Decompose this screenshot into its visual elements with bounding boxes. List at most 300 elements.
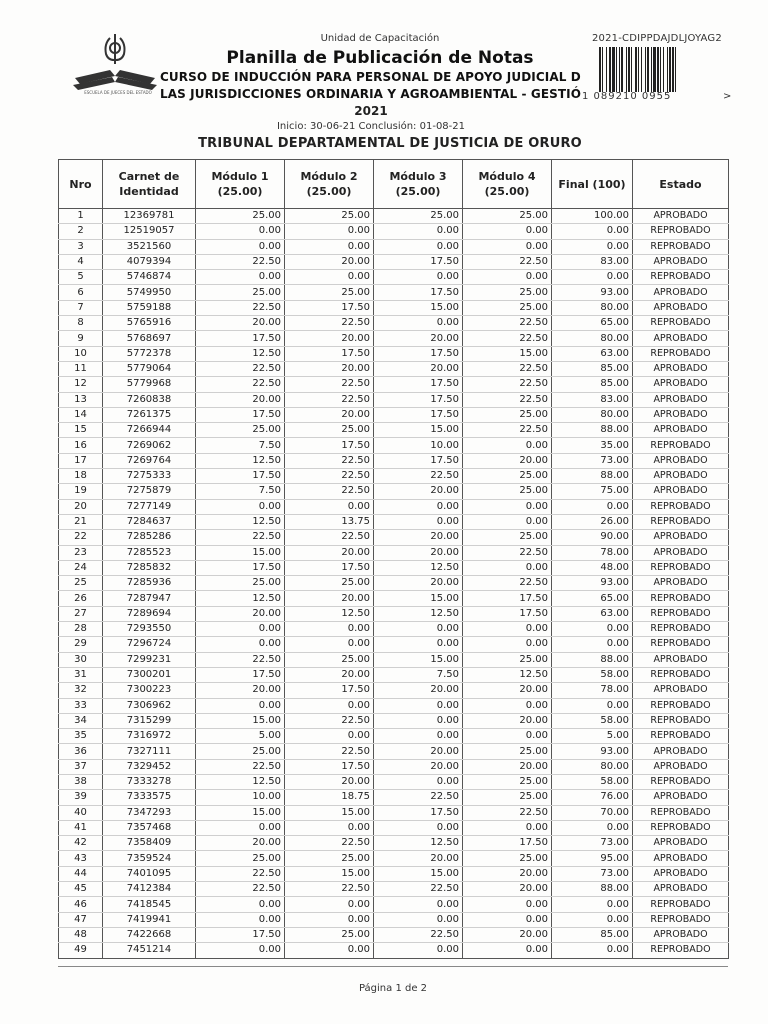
row-estado: APROBADO — [633, 331, 729, 346]
row-modulo-1: 20.00 — [196, 683, 285, 698]
row-estado: REPROBADO — [633, 591, 729, 606]
row-final: 65.00 — [552, 591, 633, 606]
row-nro: 16 — [59, 438, 103, 453]
row-modulo-1: 20.00 — [196, 836, 285, 851]
row-modulo-4: 17.50 — [463, 606, 552, 621]
row-carnet: 7285936 — [103, 576, 196, 591]
row-carnet: 7347293 — [103, 805, 196, 820]
row-modulo-2: 22.50 — [285, 530, 374, 545]
row-modulo-3: 17.50 — [374, 392, 463, 407]
row-modulo-3: 0.00 — [374, 897, 463, 912]
row-estado: REPROBADO — [633, 805, 729, 820]
row-modulo-4: 22.50 — [463, 423, 552, 438]
row-modulo-4: 0.00 — [463, 943, 552, 958]
row-modulo-2: 20.00 — [285, 361, 374, 376]
row-final: 65.00 — [552, 316, 633, 331]
row-modulo-4: 0.00 — [463, 729, 552, 744]
row-nro: 47 — [59, 912, 103, 927]
row-modulo-2: 13.75 — [285, 514, 374, 529]
row-carnet: 12369781 — [103, 209, 196, 224]
row-final: 0.00 — [552, 622, 633, 637]
row-modulo-2: 20.00 — [285, 331, 374, 346]
row-carnet: 7293550 — [103, 622, 196, 637]
row-modulo-2: 22.50 — [285, 882, 374, 897]
row-carnet: 7289694 — [103, 606, 196, 621]
table-row — [59, 560, 729, 575]
row-estado: APROBADO — [633, 254, 729, 269]
row-carnet: 7275879 — [103, 484, 196, 499]
row-modulo-2: 20.00 — [285, 254, 374, 269]
row-modulo-1: 17.50 — [196, 407, 285, 422]
table-row — [59, 943, 729, 958]
row-carnet: 12519057 — [103, 224, 196, 239]
row-estado: APROBADO — [633, 392, 729, 407]
row-modulo-2: 20.00 — [285, 591, 374, 606]
row-final: 73.00 — [552, 453, 633, 468]
row-modulo-3: 20.00 — [374, 484, 463, 499]
row-modulo-3: 0.00 — [374, 698, 463, 713]
row-carnet: 7285832 — [103, 560, 196, 575]
table-row — [59, 912, 729, 927]
table-row — [59, 285, 729, 300]
row-modulo-2: 22.50 — [285, 453, 374, 468]
row-estado: APROBADO — [633, 927, 729, 942]
row-final: 90.00 — [552, 530, 633, 545]
row-estado: APROBADO — [633, 759, 729, 774]
row-estado: APROBADO — [633, 407, 729, 422]
row-estado: APROBADO — [633, 285, 729, 300]
row-modulo-3: 0.00 — [374, 514, 463, 529]
row-modulo-3: 0.00 — [374, 622, 463, 637]
row-nro: 28 — [59, 622, 103, 637]
table-row — [59, 637, 729, 652]
row-final: 58.00 — [552, 667, 633, 682]
row-nro: 12 — [59, 377, 103, 392]
row-final: 48.00 — [552, 560, 633, 575]
row-final: 70.00 — [552, 805, 633, 820]
row-nro: 10 — [59, 346, 103, 361]
row-carnet: 7287947 — [103, 591, 196, 606]
row-nro: 39 — [59, 790, 103, 805]
row-final: 0.00 — [552, 224, 633, 239]
row-nro: 24 — [59, 560, 103, 575]
row-modulo-1: 0.00 — [196, 698, 285, 713]
row-modulo-4: 0.00 — [463, 499, 552, 514]
row-modulo-1: 17.50 — [196, 927, 285, 942]
row-modulo-1: 25.00 — [196, 285, 285, 300]
row-final: 88.00 — [552, 652, 633, 667]
row-modulo-3: 25.00 — [374, 209, 463, 224]
row-modulo-4: 12.50 — [463, 667, 552, 682]
row-final: 93.00 — [552, 285, 633, 300]
row-modulo-4: 20.00 — [463, 866, 552, 881]
table-row — [59, 484, 729, 499]
row-estado: APROBADO — [633, 683, 729, 698]
row-modulo-3: 17.50 — [374, 254, 463, 269]
row-nro: 42 — [59, 836, 103, 851]
row-modulo-2: 0.00 — [285, 637, 374, 652]
row-estado: APROBADO — [633, 530, 729, 545]
row-carnet: 7315299 — [103, 713, 196, 728]
row-modulo-2: 22.50 — [285, 484, 374, 499]
row-carnet: 7269062 — [103, 438, 196, 453]
row-modulo-4: 20.00 — [463, 882, 552, 897]
row-modulo-1: 15.00 — [196, 545, 285, 560]
row-modulo-4: 15.00 — [463, 346, 552, 361]
row-modulo-1: 7.50 — [196, 438, 285, 453]
row-carnet: 3521560 — [103, 239, 196, 254]
row-nro: 40 — [59, 805, 103, 820]
row-modulo-1: 22.50 — [196, 254, 285, 269]
row-nro: 35 — [59, 729, 103, 744]
row-carnet: 5768697 — [103, 331, 196, 346]
row-modulo-2: 0.00 — [285, 897, 374, 912]
row-modulo-4: 25.00 — [463, 407, 552, 422]
row-carnet: 7422668 — [103, 927, 196, 942]
row-modulo-2: 17.50 — [285, 759, 374, 774]
row-estado: APROBADO — [633, 866, 729, 881]
row-carnet: 7418545 — [103, 897, 196, 912]
row-modulo-1: 0.00 — [196, 622, 285, 637]
row-estado: REPROBADO — [633, 499, 729, 514]
row-modulo-1: 15.00 — [196, 805, 285, 820]
row-modulo-1: 15.00 — [196, 713, 285, 728]
row-estado: APROBADO — [633, 576, 729, 591]
row-modulo-4: 25.00 — [463, 744, 552, 759]
row-modulo-3: 12.50 — [374, 836, 463, 851]
row-final: 75.00 — [552, 484, 633, 499]
row-nro: 2 — [59, 224, 103, 239]
row-nro: 22 — [59, 530, 103, 545]
row-carnet: 5765916 — [103, 316, 196, 331]
row-modulo-1: 20.00 — [196, 392, 285, 407]
col-carnet: Carnet de Identidad — [103, 160, 196, 209]
row-final: 83.00 — [552, 392, 633, 407]
row-nro: 46 — [59, 897, 103, 912]
row-modulo-2: 20.00 — [285, 774, 374, 789]
table-row — [59, 438, 729, 453]
row-modulo-2: 15.00 — [285, 805, 374, 820]
row-modulo-1: 25.00 — [196, 744, 285, 759]
row-modulo-2: 0.00 — [285, 239, 374, 254]
row-nro: 23 — [59, 545, 103, 560]
row-final: 78.00 — [552, 545, 633, 560]
row-nro: 15 — [59, 423, 103, 438]
row-nro: 37 — [59, 759, 103, 774]
row-final: 63.00 — [552, 606, 633, 621]
row-modulo-4: 22.50 — [463, 805, 552, 820]
row-modulo-3: 17.50 — [374, 407, 463, 422]
row-estado: APROBADO — [633, 209, 729, 224]
row-nro: 19 — [59, 484, 103, 499]
row-nro: 18 — [59, 469, 103, 484]
row-carnet: 5746874 — [103, 270, 196, 285]
row-modulo-4: 0.00 — [463, 897, 552, 912]
row-modulo-1: 0.00 — [196, 224, 285, 239]
row-modulo-4: 22.50 — [463, 377, 552, 392]
row-modulo-2: 0.00 — [285, 224, 374, 239]
row-modulo-1: 0.00 — [196, 637, 285, 652]
row-modulo-1: 25.00 — [196, 851, 285, 866]
row-carnet: 7266944 — [103, 423, 196, 438]
table-row — [59, 927, 729, 942]
row-carnet: 7327111 — [103, 744, 196, 759]
row-carnet: 7359524 — [103, 851, 196, 866]
row-modulo-1: 22.50 — [196, 759, 285, 774]
table-row — [59, 897, 729, 912]
row-nro: 25 — [59, 576, 103, 591]
row-carnet: 7277149 — [103, 499, 196, 514]
col-estado: Estado — [633, 160, 729, 209]
row-nro: 27 — [59, 606, 103, 621]
row-estado: REPROBADO — [633, 713, 729, 728]
row-modulo-4: 22.50 — [463, 361, 552, 376]
row-modulo-4: 25.00 — [463, 790, 552, 805]
row-final: 83.00 — [552, 254, 633, 269]
row-modulo-3: 15.00 — [374, 300, 463, 315]
row-modulo-2: 22.50 — [285, 316, 374, 331]
row-final: 80.00 — [552, 759, 633, 774]
tribunal-name: TRIBUNAL DEPARTAMENTAL DE JUSTICIA DE ORURO — [198, 136, 582, 151]
row-estado: APROBADO — [633, 851, 729, 866]
row-modulo-2: 17.50 — [285, 300, 374, 315]
row-nro: 17 — [59, 453, 103, 468]
row-final: 0.00 — [552, 637, 633, 652]
row-nro: 36 — [59, 744, 103, 759]
row-estado: REPROBADO — [633, 622, 729, 637]
barcode — [597, 47, 717, 92]
row-final: 35.00 — [552, 438, 633, 453]
row-carnet: 7300223 — [103, 683, 196, 698]
row-modulo-4: 0.00 — [463, 514, 552, 529]
row-nro: 41 — [59, 820, 103, 835]
row-modulo-4: 22.50 — [463, 254, 552, 269]
row-estado: REPROBADO — [633, 560, 729, 575]
row-estado: APROBADO — [633, 300, 729, 315]
row-estado: APROBADO — [633, 469, 729, 484]
col-modulo-4: Módulo 4 (25.00) — [463, 160, 552, 209]
row-carnet: 7260838 — [103, 392, 196, 407]
row-carnet: 7451214 — [103, 943, 196, 958]
row-modulo-1: 0.00 — [196, 499, 285, 514]
row-estado: REPROBADO — [633, 912, 729, 927]
row-final: 95.00 — [552, 851, 633, 866]
row-carnet: 7329452 — [103, 759, 196, 774]
table-header-row — [59, 160, 729, 209]
table-row — [59, 254, 729, 269]
row-modulo-1: 17.50 — [196, 469, 285, 484]
table-row — [59, 805, 729, 820]
row-final: 85.00 — [552, 361, 633, 376]
row-nro: 48 — [59, 927, 103, 942]
row-modulo-4: 25.00 — [463, 530, 552, 545]
row-final: 78.00 — [552, 683, 633, 698]
row-modulo-4: 20.00 — [463, 453, 552, 468]
row-modulo-3: 17.50 — [374, 346, 463, 361]
row-modulo-1: 20.00 — [196, 316, 285, 331]
row-modulo-3: 20.00 — [374, 576, 463, 591]
row-modulo-2: 22.50 — [285, 836, 374, 851]
row-modulo-4: 0.00 — [463, 698, 552, 713]
table-row — [59, 606, 729, 621]
row-carnet: 7261375 — [103, 407, 196, 422]
row-modulo-4: 0.00 — [463, 438, 552, 453]
row-carnet: 5779064 — [103, 361, 196, 376]
table-row — [59, 545, 729, 560]
row-final: 73.00 — [552, 836, 633, 851]
page-title: Planilla de Publicación de Notas — [226, 48, 534, 68]
row-modulo-3: 15.00 — [374, 591, 463, 606]
course-year: 2021 — [354, 104, 388, 118]
row-modulo-4: 0.00 — [463, 637, 552, 652]
course-dates: Inicio: 30-06-21 Conclusión: 01-08-21 — [276, 121, 465, 132]
row-modulo-2: 25.00 — [285, 652, 374, 667]
row-modulo-2: 22.50 — [285, 744, 374, 759]
row-modulo-1: 12.50 — [196, 346, 285, 361]
row-final: 80.00 — [552, 331, 633, 346]
table-row — [59, 514, 729, 529]
row-nro: 33 — [59, 698, 103, 713]
table-row — [59, 820, 729, 835]
row-final: 80.00 — [552, 407, 633, 422]
row-modulo-2: 0.00 — [285, 698, 374, 713]
row-modulo-3: 0.00 — [374, 224, 463, 239]
row-final: 58.00 — [552, 713, 633, 728]
row-final: 63.00 — [552, 346, 633, 361]
row-final: 85.00 — [552, 927, 633, 942]
row-modulo-3: 0.00 — [374, 713, 463, 728]
row-final: 88.00 — [552, 882, 633, 897]
row-carnet: 7419941 — [103, 912, 196, 927]
row-estado: REPROBADO — [633, 897, 729, 912]
row-nro: 34 — [59, 713, 103, 728]
row-estado: APROBADO — [633, 377, 729, 392]
row-final: 0.00 — [552, 270, 633, 285]
course-line-2: LAS JURISDICCIONES ORDINARIA Y AGROAMBIENTAL - GESTIÓ — [160, 87, 582, 101]
row-modulo-2: 0.00 — [285, 499, 374, 514]
row-modulo-2: 22.50 — [285, 392, 374, 407]
row-final: 0.00 — [552, 820, 633, 835]
row-modulo-3: 0.00 — [374, 637, 463, 652]
table-row — [59, 407, 729, 422]
row-modulo-1: 25.00 — [196, 576, 285, 591]
table-row — [59, 239, 729, 254]
row-nro: 43 — [59, 851, 103, 866]
row-modulo-1: 7.50 — [196, 484, 285, 499]
table-row — [59, 698, 729, 713]
row-modulo-2: 25.00 — [285, 285, 374, 300]
row-modulo-4: 25.00 — [463, 652, 552, 667]
table-row — [59, 866, 729, 881]
row-carnet: 7275333 — [103, 469, 196, 484]
row-estado: REPROBADO — [633, 943, 729, 958]
col-nro: Nro — [59, 160, 103, 209]
row-final: 88.00 — [552, 469, 633, 484]
row-nro: 13 — [59, 392, 103, 407]
row-carnet: 7357468 — [103, 820, 196, 835]
table-row — [59, 316, 729, 331]
row-modulo-3: 17.50 — [374, 377, 463, 392]
row-carnet: 5759188 — [103, 300, 196, 315]
row-nro: 29 — [59, 637, 103, 652]
row-modulo-1: 22.50 — [196, 882, 285, 897]
row-modulo-3: 0.00 — [374, 499, 463, 514]
row-modulo-2: 17.50 — [285, 683, 374, 698]
row-carnet: 5779968 — [103, 377, 196, 392]
row-modulo-4: 0.00 — [463, 270, 552, 285]
row-final: 0.00 — [552, 943, 633, 958]
row-nro: 6 — [59, 285, 103, 300]
row-carnet: 4079394 — [103, 254, 196, 269]
row-nro: 8 — [59, 316, 103, 331]
row-modulo-1: 0.00 — [196, 943, 285, 958]
row-modulo-1: 22.50 — [196, 866, 285, 881]
row-modulo-4: 25.00 — [463, 209, 552, 224]
row-carnet: 7333278 — [103, 774, 196, 789]
row-estado: REPROBADO — [633, 346, 729, 361]
row-modulo-4: 25.00 — [463, 300, 552, 315]
row-modulo-2: 15.00 — [285, 866, 374, 881]
row-modulo-3: 20.00 — [374, 683, 463, 698]
row-modulo-1: 17.50 — [196, 331, 285, 346]
table-row — [59, 622, 729, 637]
row-estado: REPROBADO — [633, 820, 729, 835]
table-row — [59, 713, 729, 728]
row-modulo-1: 10.00 — [196, 790, 285, 805]
row-modulo-3: 20.00 — [374, 530, 463, 545]
row-modulo-3: 0.00 — [374, 270, 463, 285]
row-carnet: 5749950 — [103, 285, 196, 300]
table-row — [59, 224, 729, 239]
row-final: 0.00 — [552, 912, 633, 927]
table-row — [59, 392, 729, 407]
row-modulo-2: 20.00 — [285, 545, 374, 560]
row-modulo-4: 0.00 — [463, 820, 552, 835]
table-row — [59, 423, 729, 438]
barcode-arrow: > — [723, 91, 732, 102]
row-modulo-3: 0.00 — [374, 316, 463, 331]
table-row — [59, 576, 729, 591]
row-modulo-1: 22.50 — [196, 361, 285, 376]
row-modulo-3: 0.00 — [374, 943, 463, 958]
row-modulo-3: 20.00 — [374, 851, 463, 866]
row-estado: APROBADO — [633, 790, 729, 805]
row-estado: REPROBADO — [633, 316, 729, 331]
row-nro: 31 — [59, 667, 103, 682]
row-modulo-1: 0.00 — [196, 897, 285, 912]
row-modulo-3: 17.50 — [374, 453, 463, 468]
row-modulo-3: 0.00 — [374, 729, 463, 744]
course-title — [160, 69, 590, 103]
row-modulo-4: 17.50 — [463, 591, 552, 606]
row-estado: REPROBADO — [633, 729, 729, 744]
row-nro: 7 — [59, 300, 103, 315]
table-row — [59, 346, 729, 361]
row-modulo-4: 0.00 — [463, 622, 552, 637]
table-row — [59, 836, 729, 851]
row-modulo-4: 0.00 — [463, 912, 552, 927]
row-modulo-3: 7.50 — [374, 667, 463, 682]
row-modulo-4: 25.00 — [463, 469, 552, 484]
row-estado: REPROBADO — [633, 438, 729, 453]
row-modulo-3: 0.00 — [374, 820, 463, 835]
row-estado: APROBADO — [633, 744, 729, 759]
row-final: 0.00 — [552, 239, 633, 254]
row-final: 26.00 — [552, 514, 633, 529]
row-nro: 26 — [59, 591, 103, 606]
row-modulo-2: 20.00 — [285, 407, 374, 422]
row-modulo-2: 25.00 — [285, 927, 374, 942]
